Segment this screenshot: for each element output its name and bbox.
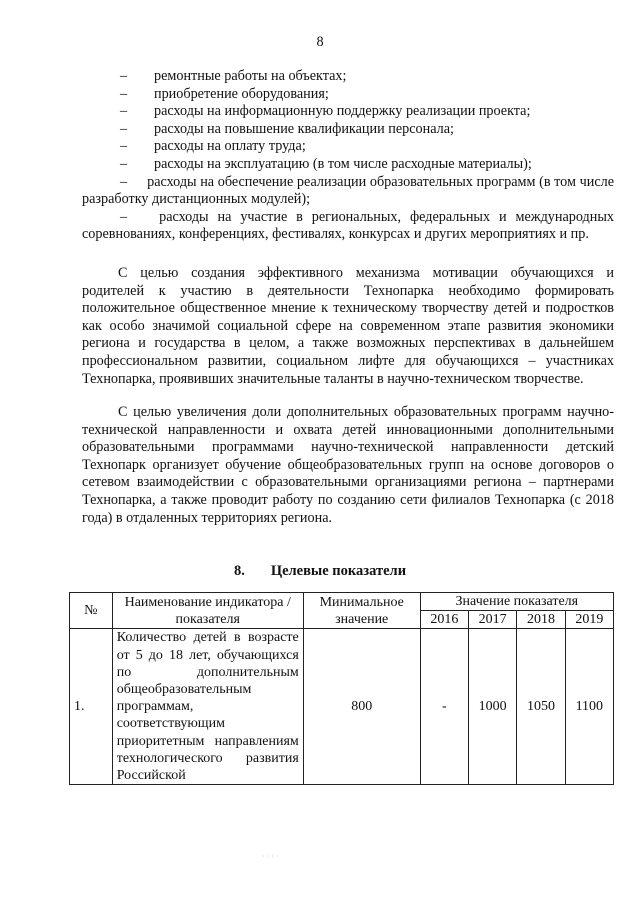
table-row — [70, 629, 614, 785]
cell-minimum-value: 800 — [303, 629, 420, 785]
section-heading — [0, 563, 640, 581]
list-item-text: приобретение оборудования; — [154, 85, 329, 102]
scan-speck: · · · · — [262, 852, 279, 861]
list-item-text: расходы на информационную поддержку реализации проекта; — [154, 103, 531, 120]
list-item — [82, 68, 614, 86]
list-dash: – — [120, 138, 128, 155]
paragraph-motivation: С целью создания эффективного механизма мотивации обучающихся и родителей к участию в деятельности Технопарка необходимо формировать положительное общественное мнение к техническому творчеству детей и подростков как особо значимой социальной сфере на современном этапе развития экономики региона и государства в целом, а также возможных перспективах в дальнейшем профессиональном развитии, социальном лифте для обучающихся – участниках Технопарка, проявивших значительные таланты в научно-техническом творчестве. — [82, 265, 614, 387]
list-dash: – — [120, 173, 128, 190]
expense-list — [82, 68, 614, 244]
list-dash: – — [120, 68, 128, 84]
list-dash: – — [120, 155, 128, 172]
cell-value-2018: 1050 — [517, 629, 565, 785]
list-dash: – — [120, 85, 128, 102]
list-item-text: расходы на эксплуатацию (в том числе расходные материалы); — [154, 155, 532, 172]
table-header-row — [70, 593, 614, 611]
list-dash: – — [120, 120, 128, 137]
list-dash: – — [120, 208, 128, 225]
header-value-group: Значение показателя — [420, 593, 613, 611]
list-item — [82, 121, 614, 139]
list-item-text: расходы на участие в региональных, федеральных и международных соревнованиях, конференциях, фестивалях, конкурсах и других мероприятиях и пр. — [82, 208, 614, 243]
list-item — [82, 174, 614, 209]
header-year: 2018 — [517, 611, 565, 629]
cell-value-2016: - — [420, 629, 468, 785]
header-indicator-name: Наименование индикатора / показателя — [112, 593, 303, 629]
header-number: № — [70, 593, 113, 629]
section-number: 8. — [233, 563, 245, 579]
section-title: Целевые показатели — [270, 563, 407, 579]
paragraph-network: С целью увеличения доли дополнительных образовательных программ научно-технической направленности и охвата детей инновационными дополнительными образовательными программами научно-технической направленности детский Технопарк организует обучение общеобразовательных групп на основе договоров о сетевом взаимодействии с образовательными организациями региона – партнерами Технопарка, а также проводит работу по созданию сети филиалов Технопарка (с 2018 года) в отдаленных территориях региона. — [82, 404, 614, 526]
list-item — [82, 86, 614, 104]
header-year: 2017 — [468, 611, 516, 629]
list-item-text: расходы на оплату труда; — [154, 138, 306, 155]
list-item — [82, 156, 614, 174]
list-item — [82, 209, 614, 244]
list-item — [82, 103, 614, 121]
list-dash: – — [120, 103, 128, 120]
header-year: 2016 — [420, 611, 468, 629]
list-item-text: ремонтные работы на объектах; — [154, 68, 347, 84]
cell-value-2017: 1000 — [468, 629, 516, 785]
list-item-text: расходы на обеспечение реализации образовательных программ (в том числе разработку дистанционных модулей); — [82, 173, 614, 208]
list-item-text: расходы на повышение квалификации персонала; — [154, 120, 454, 137]
list-item — [82, 138, 614, 156]
page-number: 8 — [316, 34, 324, 50]
header-year: 2019 — [565, 611, 613, 629]
cell-indicator-name: Количество детей в возрасте от 5 до 18 лет, обучающихся по дополнительным общеобразовательным программам, соответствующим приоритетным направлениям технологического развития Российской — [112, 629, 303, 785]
header-minimum-value: Минимальное значение — [303, 593, 420, 629]
cell-value-2019: 1100 — [565, 629, 613, 785]
indicators-table — [69, 592, 614, 785]
cell-number: 1. — [70, 629, 113, 785]
